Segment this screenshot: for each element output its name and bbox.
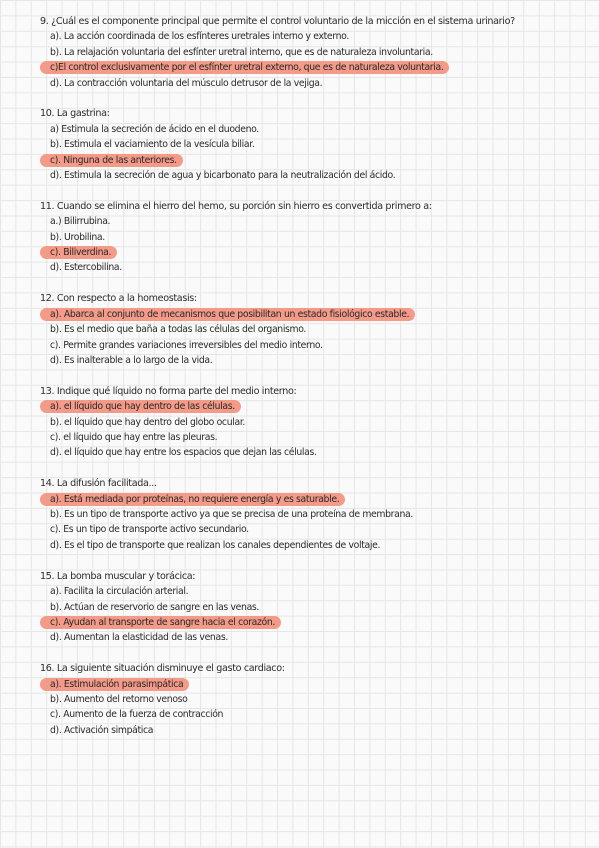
highlighted-answer: a). Está mediada por proteínas, no requiere energía y es saturable. [40,493,345,506]
highlighted-answer: c). Ayudan al transporte de sangre hacia el corazón. [40,616,281,629]
question-block [40,569,560,646]
option-text: d). Es inalterable a lo largo de la vida. [50,354,213,366]
answer-option [40,137,560,152]
question-block [40,14,560,91]
question-block [40,291,560,368]
option-text: c). Permite grandes variaciones irreversibles del medio interno. [50,339,323,351]
option-text: b). La relajación voluntaria del esfínter uretral interno, que es de naturaleza involuntaria. [50,46,433,58]
option-text: b). Es un tipo de transporte activo ya que se precisa de una proteína de membrana. [50,509,413,521]
option-text: b). Estimula el vaciamiento de la vesícula biliar. [50,139,255,151]
option-text: d). Activación simpática [50,724,154,736]
answer-option [40,430,560,445]
option-text: a.) Bilirrubina. [50,216,111,228]
option-text: b). Aumento del retorno venoso [50,693,188,705]
question-text: 15. La bomba muscular y torácica: [40,570,196,582]
answer-option-highlighted [40,153,560,168]
answer-option [40,507,560,522]
answer-option [40,322,560,337]
answer-option [40,723,560,738]
answer-option [40,168,560,183]
answer-option [40,230,560,245]
option-text: d). el líquido que hay entre los espacios que dejan las células. [50,447,317,459]
answer-option [40,445,560,460]
option-text: d). Estercobilina. [50,262,122,274]
answer-option [40,522,560,537]
option-text: c). el líquido que hay entre las pleuras. [50,431,218,443]
answer-option [40,214,560,229]
question-block [40,661,560,738]
question-text: 11. Cuando se elimina el hierro del hemo, su porción sin hierro es convertida primero a: [40,200,432,212]
answer-option [40,260,560,275]
answer-option [40,584,560,599]
answer-option [40,538,560,553]
answer-option [40,122,560,137]
question-text: 14. La difusión facilitada... [40,478,157,490]
answer-option-highlighted [40,399,560,414]
question-spacer [40,553,560,569]
option-text: b). Urobilina. [50,231,105,243]
answer-option [40,630,560,645]
answer-option [40,45,560,60]
answer-option [40,600,560,615]
question-text: 13. Indique qué líquido no forma parte del medio interno: [40,385,297,397]
question-block [40,384,560,461]
highlighted-answer: c)El control exclusivamente por el esfínter uretral externo, que es de naturaleza voluntaria. [40,61,449,74]
answer-option-highlighted [40,307,560,322]
answer-option [40,707,560,722]
question-text: 10. La gastrina: [40,108,110,120]
answer-option-highlighted [40,615,560,630]
document-page [40,14,560,738]
option-text: d). Estimula la secreción de agua y bicarbonato para la neutralización del ácido. [50,170,396,182]
option-text: b). el líquido que hay dentro del globo ocular. [50,416,246,428]
question-spacer [40,183,560,199]
answer-option [40,353,560,368]
answer-option [40,338,560,353]
question-spacer [40,91,560,107]
question-spacer [40,368,560,384]
question-text: 16. La siguiente situación disminuye el gasto cardiaco: [40,663,285,675]
option-text: d). Aumentan la elasticidad de las venas. [50,632,228,644]
highlighted-answer: a). Abarca al conjunto de mecanismos que posibilitan un estado fisiológico estable. [40,308,415,321]
option-text: a) Estimula la secreción de ácido en el duodeno. [50,123,259,135]
question-block [40,106,560,183]
option-text: b). Actúan de reservorio de sangre en las venas. [50,601,260,613]
question-block [40,199,560,276]
answer-option [40,415,560,430]
answer-option-highlighted [40,245,560,260]
highlighted-answer: c). Biliverdina. [40,246,117,259]
answer-option-highlighted [40,677,560,692]
highlighted-answer: a). el líquido que hay dentro de las células. [40,400,241,413]
highlighted-answer: c). Ninguna de las anteriores. [40,154,183,167]
option-text: c). Aumento de la fuerza de contracción [50,709,224,721]
option-text: a). Facilita la circulación arterial. [50,586,189,598]
option-text: c). Es un tipo de transporte activo secundario. [50,524,249,536]
answer-option [40,692,560,707]
answer-option [40,29,560,44]
answer-option [40,76,560,91]
highlighted-answer: a). Estimulación parasimpática [40,678,189,691]
question-spacer [40,276,560,292]
question-block [40,476,560,553]
option-text: d). Es el tipo de transporte que realizan los canales dependientes de voltaje. [50,539,381,551]
option-text: d). La contracción voluntaria del músculo detrusor de la vejiga. [50,77,323,89]
question-spacer [40,461,560,477]
question-spacer [40,646,560,662]
answer-option-highlighted [40,492,560,507]
option-text: a). La acción coordinada de los esfínteres uretrales interno y externo. [50,31,349,43]
answer-option-highlighted [40,60,560,75]
question-text: 9. ¿Cuál es el componente principal que permite el control voluntario de la micción en el sistema urinario? [40,16,515,27]
question-text: 12. Con respecto a la homeostasis: [40,293,197,305]
option-text: b). Es el medio que baña a todas las células del organismo. [50,324,307,336]
